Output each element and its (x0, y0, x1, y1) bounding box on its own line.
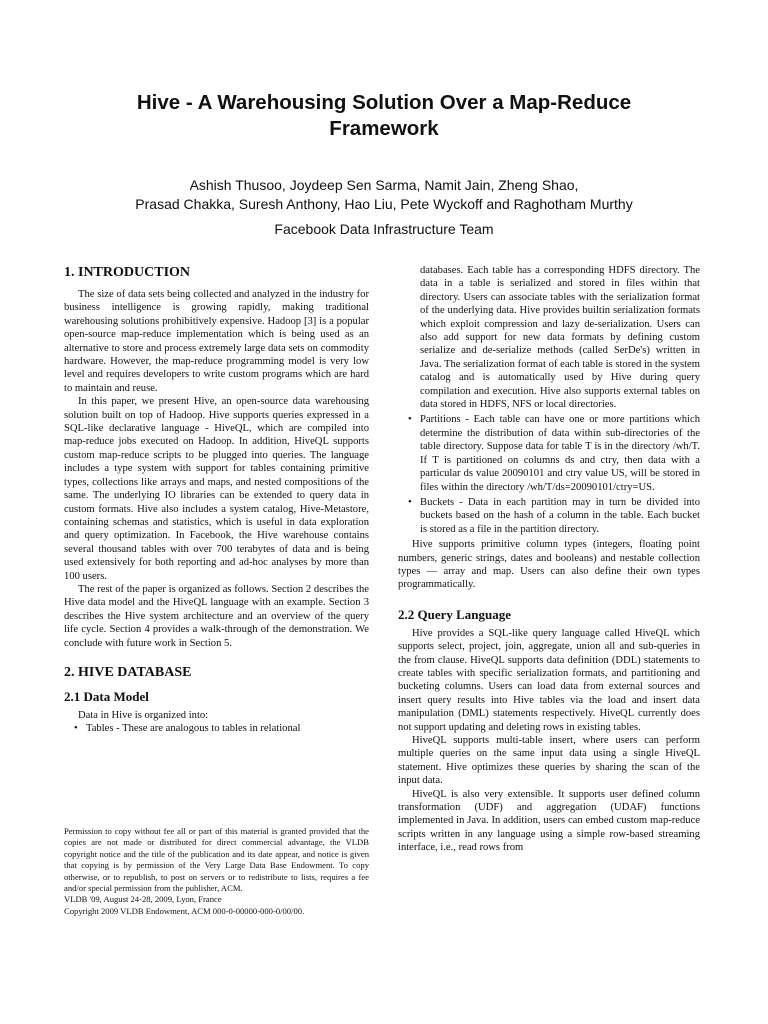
data-model-intro: Data in Hive is organized into: (78, 709, 209, 721)
copyright-line: Copyright 2009 VLDB Endowment, ACM 000-0-00000-000-0/00/00. (64, 905, 305, 916)
section-gap (64, 650, 369, 664)
intro-paragraph-1: The size of data sets being collected and analyzed in the industry for business intelligence is growing rapidly, making traditional warehousing solutions prohibitively expensive. Hadoop [3] is a popular open-source map-reduce implementation which is being used as an alternative to store and process extremely large data sets on commodity hardware. However, the map-reduce programming model is very low level and requires developers to write custom programs which are hard to maintain and reuse. (64, 289, 369, 394)
title-line-2: Framework (329, 117, 439, 140)
section-1-heading: 1. INTRODUCTION (64, 265, 191, 280)
query-language-paragraph-3: HiveQL is also very extensible. It supports user defined column transformation (UDF) and aggregation (UDAF) functions implemented in Java. In addition, users can embed custom map-reduce scripts written in any language using a simple row-based streaming interface, i.e., read rows from (398, 788, 700, 854)
list-item-buckets: • Buckets - Data in each partition may in turn be divided into buckets based on the hash of a column in the table. Each bucket is stored as a file in the partition directory. (420, 496, 700, 536)
data-model-list-continued (398, 413, 700, 536)
list-item-partitions: • Partitions - Each table can have one or more partitions which determine the distribution of data within sub-directories of the table directory. Suppose data for table T is in the directory /wh/T. If T is partitioned on columns ds and ctry, then data with a particular ds value 20090101 and ctry value US, will be stored in files within the directory /wh/T/ds=20090101/ctry=US. (420, 413, 700, 493)
right-column (398, 264, 700, 855)
authors-line-1: Ashish Thusoo, Joydeep Sen Sarma, Namit Jain, Zheng Shao, (189, 177, 579, 193)
types-paragraph: Hive supports primitive column types (integers, floating point numbers, generic strings, dates and booleans) and nestable collection types — array and map. Users can also define their own types programmatically. (398, 539, 700, 591)
title-line-1: Hive - A Warehousing Solution Over a Map-Reduce (136, 91, 632, 114)
query-language-paragraph-2: HiveQL supports multi-table insert, where users can perform multiple queries on the same input data using a single HiveQL statement. Hive optimizes these queries by sharing the scan of the input data. (398, 735, 700, 787)
left-column (64, 264, 369, 738)
intro-paragraph-2: In this paper, we present Hive, an open-source data warehousing solution built on top of Hadoop. Hive supports queries expressed in a SQL-like declarative language - HiveQL, which are compiled into map-reduce jobs executed on Hadoop. In addition, HiveQL supports custom map-reduce scripts to be plugged into queries. The language includes a type system with support for tables containing primitive types, collections like arrays and maps, and nested compositions of the same. The underlying IO libraries can be extended to query data in custom formats. Hive also includes a system catalog, Hive-Metastore, containing schemas and statistics, which is useful in data exploration and query optimization. In Facebook, the Hive warehouse contains several thousand tables with over 700 terabytes of data and is being used extensively for both reporting and ad-hoc analyses by more than 100 users. (64, 396, 369, 582)
query-language-paragraph-1: Hive provides a SQL-like query language called HiveQL which supports select, project, join, aggregate, union all and sub-queries in the from clause. HiveQL supports data definition (DDL) statements to create tables with specific serialization formats, and partitioning and bucketing columns. Users can load data from external sources and insert query results into Hive tables via the load and insert data manipulation (DML) statements respectively. HiveQL currently does not support updating and deleting rows in existing tables. (398, 627, 700, 733)
authors-line-2: Prasad Chakka, Suresh Anthony, Hao Liu, Pete Wyckoff and Raghotham Murthy (135, 196, 633, 212)
tables-bullet-continuation: databases. Each table has a corresponding HDFS directory. The data in a table is serialized and stored in files within that directory. Users can associate tables with the serialization format of the underlying data. Hive provides builtin serialization formats which exploit compression and lazy de-serialization. Users can also add support for new data formats by defining custom serialize and de-serialize methods (called SerDe's) written in Java. The serialization format of each table is stored in the system catalog and is automatically used by Hive during query compilation and execution. Hive also supports external tables on data stored in HDFS, NFS or local directories. (420, 265, 700, 411)
data-model-list (64, 722, 369, 735)
section-2-2-heading: 2.2 Query Language (398, 606, 512, 622)
paper-title (60, 90, 708, 142)
venue-line: VLDB '09, August 24-28, 2009, Lyon, France (64, 894, 222, 905)
permission-notice: Permission to copy without fee all or part of this material is granted provided that the copies are not made or distributed for direct commercial advantage, the VLDB copyright notice and the title of the publication and its date appear, and notice is given that copying is by permission of the Very Large Data Base Endowment. To copy otherwise, or to republish, to post on servers or to redistribute to lists, requires a fee and/or special permission from the publisher, ACM. (64, 826, 369, 894)
intro-paragraph-3: The rest of the paper is organized as follows. Section 2 describes the Hive data model and the HiveQL language with an example. Section 3 describes the Hive system architecture and an overview of the query life cycle. Section 4 provides a walk-through of the demonstration. We conclude with future work in Section 5. (64, 583, 369, 649)
section-2-heading: 2. HIVE DATABASE (64, 664, 192, 680)
section-2-1-heading: 2.1 Data Model (64, 688, 149, 704)
copyright-footnote (64, 826, 369, 917)
affiliation: Facebook Data Infrastructure Team (274, 221, 494, 237)
author-list (60, 176, 708, 214)
list-item-tables: • Tables - These are analogous to tables in relational (86, 722, 369, 735)
section-gap (398, 592, 700, 606)
